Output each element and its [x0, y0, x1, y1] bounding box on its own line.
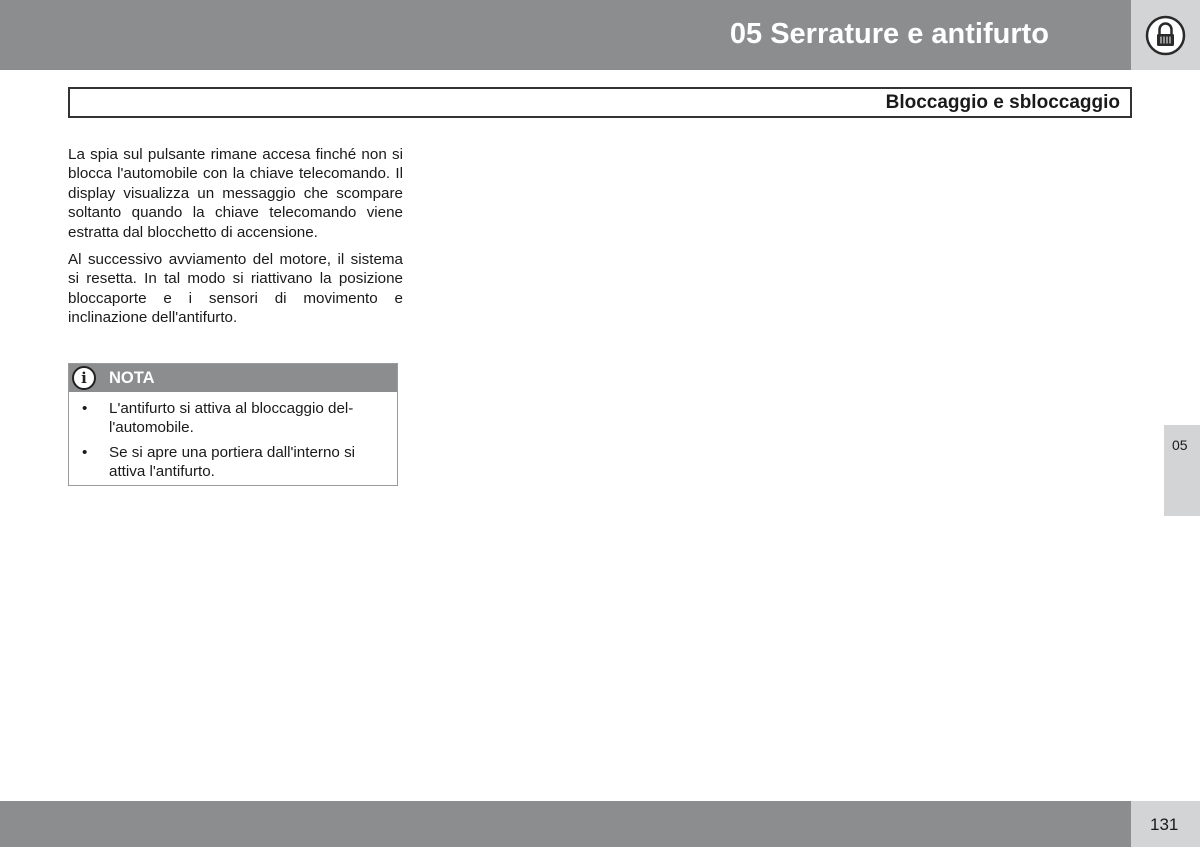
paragraph: La spia sul pulsante rimane accesa finché non si blocca l'automobile con la chiave telecomando. Il display visualizza un messaggio che scompare soltanto quando la chiave telecomando viene estratta dal blocchetto di accensione.: [68, 146, 403, 241]
chapter-icon-box: [1131, 0, 1200, 70]
chapter-side-tab: [1164, 425, 1200, 516]
note-box: [68, 363, 398, 486]
body-text: [68, 145, 403, 336]
chapter-title: 05 Serrature e antifurto: [729, 18, 1049, 50]
side-tab-label: 05: [1172, 437, 1188, 453]
list-item: [69, 443, 397, 482]
note-list: [69, 392, 397, 482]
note-title: NOTA: [109, 369, 155, 387]
page-number-box: [1131, 801, 1200, 847]
paragraph: Al successivo avviamento del motore, il sistema si resetta. In tal modo si riattivano la posizione bloccaporte e i sensori di movimento e inclinazione dell'antifurto.: [68, 251, 403, 327]
section-heading-box: [68, 87, 1132, 118]
header-bar: [0, 0, 1131, 70]
list-item-text: L'antifurto si attiva al bloccaggio dell'automobile.: [109, 400, 354, 437]
info-icon: i: [72, 366, 96, 390]
bullet-icon: •: [82, 443, 88, 461]
section-title: Bloccaggio e sbloccaggio: [885, 92, 1120, 113]
padlock-icon: [1145, 15, 1186, 56]
bullet-icon: •: [82, 400, 88, 417]
footer-bar: [0, 801, 1131, 847]
note-header: [69, 364, 397, 392]
page-number: 131: [1150, 815, 1179, 834]
list-item: [69, 399, 397, 438]
list-item-text: Se si apre una portiera dall'interno si attiva l'antifurto.: [109, 443, 356, 481]
